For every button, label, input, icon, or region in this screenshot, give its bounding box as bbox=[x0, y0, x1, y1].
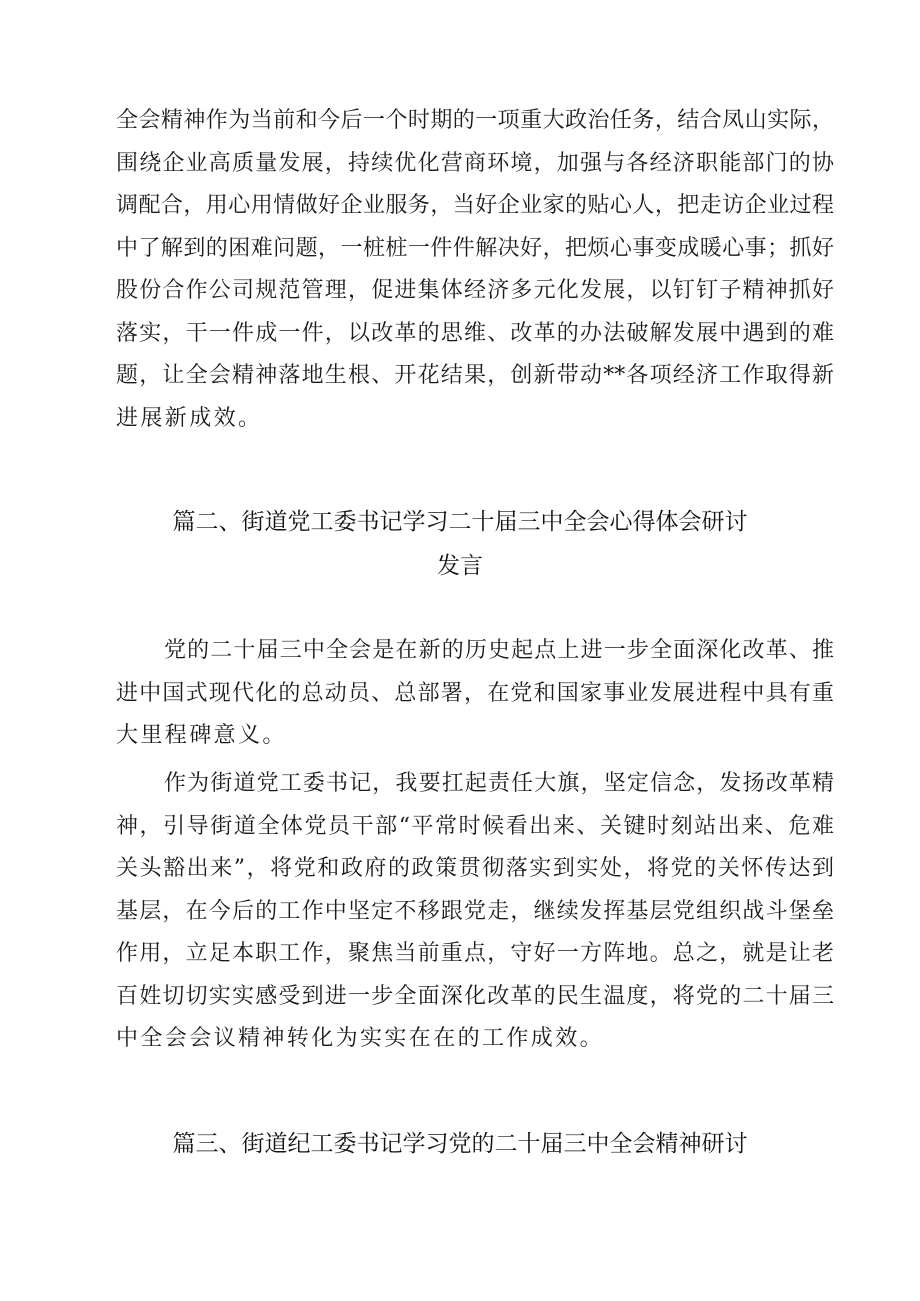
section-three-title-line: 篇三、街道纪工委书记学习党的二十届三中全会精神研讨 bbox=[172, 1131, 748, 1157]
paragraph-line: 股份合作公司规范管理，促进集体经济多元化发展，以钉钉子精神抓好 bbox=[116, 278, 834, 303]
paragraph-line: 大里程碑意义。 bbox=[116, 723, 287, 748]
section-two-title bbox=[0, 502, 920, 586]
paragraph-line: 进中国式现代化的总动员、总部署，在党和国家事业发展进程中具有重 bbox=[116, 680, 834, 706]
paragraph-line: 关头豁出来”，将党和政府的政策贯彻落实到实处，将党的关怀传达到 bbox=[116, 856, 834, 881]
section-two-paragraph-1 bbox=[116, 630, 834, 758]
paragraph-line: 题，让全会精神落地生根、开花结果，创新带动**各项经济工作取得新 bbox=[116, 363, 834, 388]
paragraph-line: 中了解到的困难问题，一桩桩一件件解决好，把烦心事变成暖心事；抓好 bbox=[116, 235, 834, 261]
section-two-title-line2: 发言 bbox=[437, 553, 483, 579]
paragraph-line: 进展新成效。 bbox=[116, 405, 263, 431]
paragraph-line: 全会精神作为当前和今后一个时期的一项重大政治任务，结合凤山实际， bbox=[116, 108, 834, 133]
paragraph-line: 落实，干一件成一件，以改革的思维、改革的办法破解发展中遇到的难 bbox=[116, 320, 834, 346]
paragraph-line: 中全会会议精神转化为实实在在的工作成效。 bbox=[116, 1026, 605, 1051]
paragraph-line: 调配合，用心用情做好企业服务，当好企业家的贴心人，把走访企业过程 bbox=[116, 193, 834, 218]
section-two-title-line1: 篇二、街道党工委书记学习二十届三中全会心得体会研讨 bbox=[172, 509, 748, 535]
paragraph-line: 作为街道党工委书记，我要扛起责任大旗，坚定信念，发扬改革精 bbox=[164, 771, 834, 796]
paragraph-line: 百姓切切实实感受到进一步全面深化改革的民生温度，将党的二十届三 bbox=[116, 983, 834, 1009]
section-two-paragraph-2 bbox=[116, 763, 834, 1061]
paragraph-line: 围绕企业高质量发展，持续优化营商环境，加强与各经济职能部门的协 bbox=[116, 150, 834, 176]
section-three-title bbox=[0, 1124, 920, 1164]
paragraph-line: 作用，立足本职工作，聚焦当前重点，守好一方阵地。总之，就是让老 bbox=[116, 941, 834, 966]
continuation-paragraph bbox=[116, 100, 834, 440]
paragraph-line: 党的二十届三中全会是在新的历史起点上进一步全面深化改革、推 bbox=[164, 638, 834, 663]
paragraph-line: 神，引导街道全体党员干部“平常时候看出来、关键时刻站出来、危难 bbox=[116, 813, 834, 839]
paragraph-line: 基层，在今后的工作中坚定不移跟党走，继续发挥基层党组织战斗堡垒 bbox=[116, 898, 834, 924]
